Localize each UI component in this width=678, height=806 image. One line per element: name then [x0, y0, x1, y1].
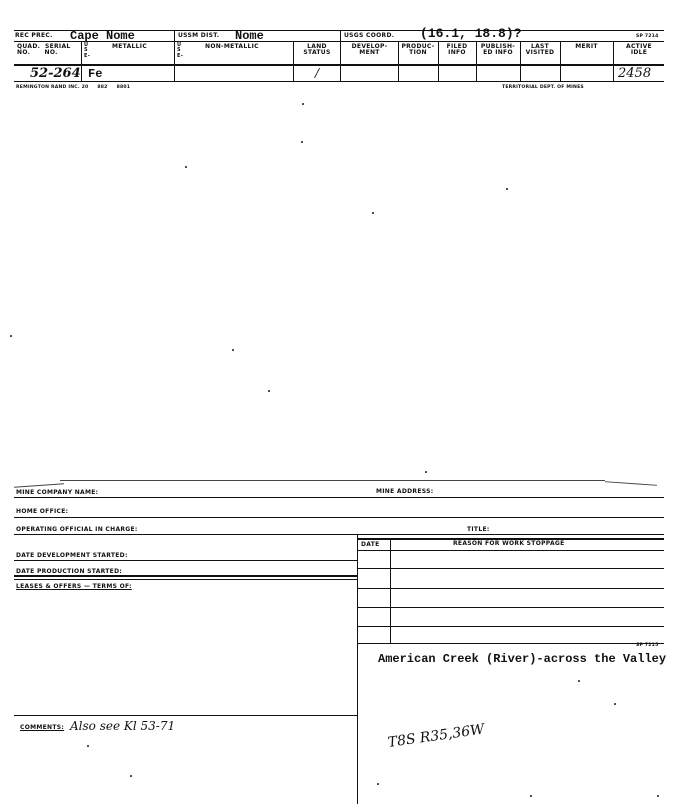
metallic-value: Fe — [88, 67, 103, 81]
col-use-code-metallic: U S E- — [84, 42, 91, 59]
col-use-code-nonmetallic: U S E- — [177, 42, 184, 59]
col-last-visited: LAST VISITED — [525, 43, 555, 57]
form-number-bottom: SP 7215 — [636, 643, 659, 648]
col-published-info: PUBLISH- ED INFO — [480, 43, 516, 57]
mine-company-name-label: MINE COMPANY NAME: — [16, 489, 99, 496]
land-status-value: / — [315, 66, 320, 80]
date-development-started-label: DATE DEVELOPMENT STARTED: — [16, 552, 128, 559]
comments-label: COMMENTS: — [20, 724, 65, 731]
home-office-label: HOME OFFICE: — [16, 508, 69, 515]
comments-value: Also see Kl 53-71 — [70, 719, 176, 733]
active-idle-value: 2458 — [618, 66, 652, 81]
date-production-started-label: DATE PRODUCTION STARTED: — [16, 568, 123, 575]
rec-prec-value: Cape Nome — [70, 29, 135, 43]
col-merit: MERIT — [575, 43, 598, 50]
mine-address-label: MINE ADDRESS: — [376, 488, 434, 495]
col-production: PRODUC- TION — [401, 43, 435, 57]
township-range-note: T8S R35,36W — [386, 721, 486, 751]
col-land-status: LAND STATUS — [303, 43, 331, 57]
usgs-coord-label: USGS COORD. — [344, 32, 395, 39]
col-quad-serial: QUAD. SERIAL NO. NO. — [17, 43, 71, 57]
col-development: DEVELOP- MENT — [351, 43, 388, 57]
printer-imprint: REMINGTON RAND INC. 20 882 8801 — [16, 85, 131, 90]
rec-prec-label: REC PREC. — [15, 32, 53, 39]
col-filed-info: FILED INFO — [446, 43, 468, 57]
form-number-top: SP 7214 — [636, 34, 659, 39]
ussm-dist-label: USSM DIST. — [178, 32, 220, 39]
col-metallic: METALLIC — [112, 43, 148, 50]
quad-serial-value: 52-264 — [30, 66, 81, 81]
leases-offers-label: LEASES & OFFERS — TERMS OF: — [16, 583, 132, 590]
title-label: TITLE: — [467, 526, 490, 533]
usgs-coord-value: (16.1, 18.8)? — [420, 26, 522, 41]
territorial-dept-imprint: TERRITORIAL DEPT. OF MINES — [502, 85, 584, 90]
ussm-dist-value: Nome — [235, 29, 264, 43]
location-note: American Creek (River)-across the Valley — [378, 652, 667, 666]
reason-column-header: REASON FOR WORK STOPPAGE — [453, 540, 565, 547]
col-non-metallic: NON-METALLIC — [205, 43, 259, 50]
col-active-idle: ACTIVE IDLE — [626, 43, 652, 57]
date-column-header: DATE — [361, 541, 380, 548]
operating-official-label: OPERATING OFFICIAL IN CHARGE: — [16, 526, 138, 533]
